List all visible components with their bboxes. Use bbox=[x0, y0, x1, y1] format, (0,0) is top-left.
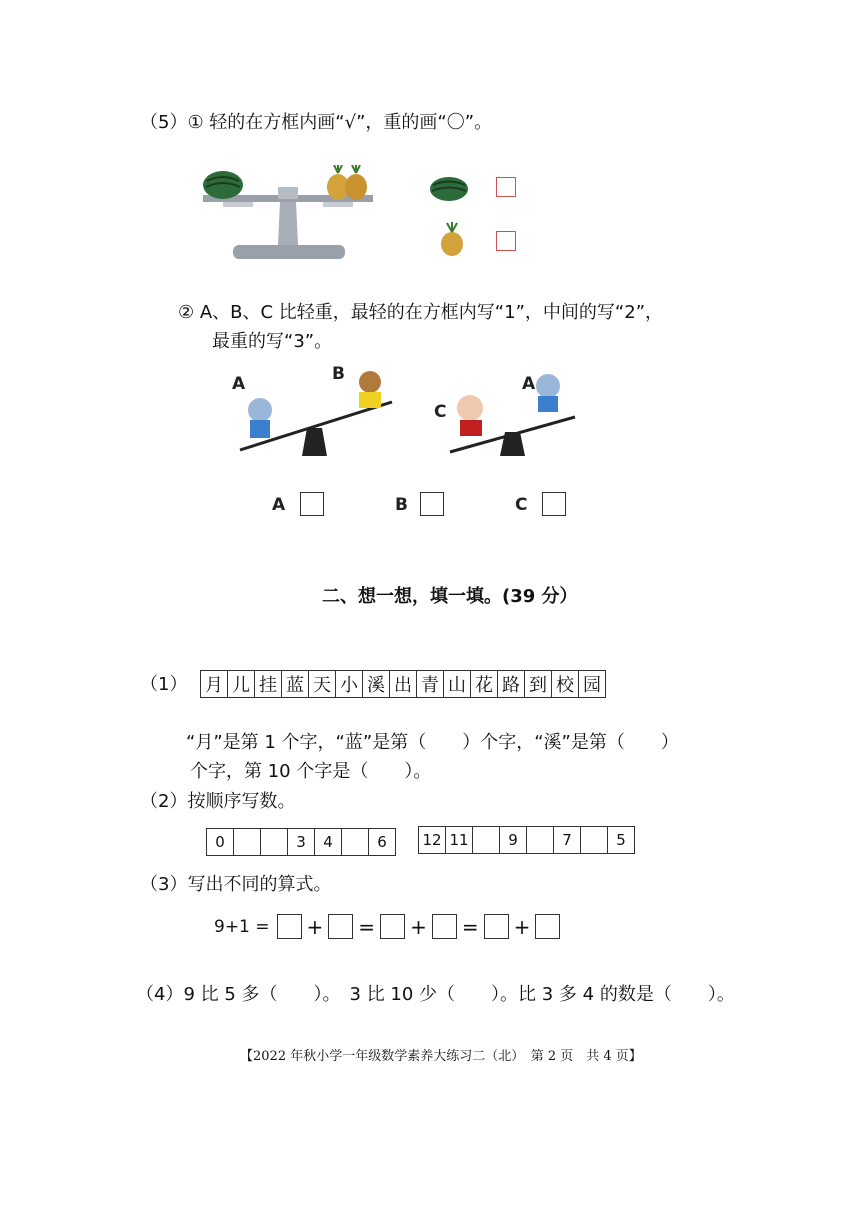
sequence-cell: 6 bbox=[377, 833, 387, 851]
q3-equation-row bbox=[214, 914, 563, 939]
sequence-cell: 11 bbox=[446, 827, 473, 853]
sequence-cell-blank[interactable] bbox=[261, 829, 288, 855]
q2-sequence-ascending bbox=[206, 828, 396, 856]
char-cell: 挂 bbox=[255, 671, 282, 697]
equation-box[interactable] bbox=[432, 914, 457, 939]
q4-question: （4）9 比 5 多（ ）。 3 比 10 少（ ）。比 3 多 4 的数是（ ）。 bbox=[136, 984, 735, 1005]
q5-part2-instruction-line1: ② A、B、C 比轻重，最轻的在方框内写“1”，中间的写“2”， bbox=[178, 302, 664, 323]
q1-label: （1） bbox=[140, 674, 188, 695]
pineapple-icon bbox=[438, 222, 466, 258]
plus-sign: + bbox=[410, 914, 427, 939]
seesaw1-right-label: B bbox=[332, 364, 345, 384]
sequence-cell-blank[interactable] bbox=[473, 827, 500, 853]
seesaw-illustration-1 bbox=[232, 362, 402, 467]
answer-box-watermelon[interactable] bbox=[496, 177, 516, 197]
seesaw1-left-label: A bbox=[232, 374, 246, 394]
sequence-cell: 7 bbox=[554, 827, 581, 853]
q3-label: （3）写出不同的算式。 bbox=[140, 874, 332, 895]
equation-start: 9+1 = bbox=[214, 916, 270, 937]
seesaw-illustration-2 bbox=[430, 362, 590, 467]
plus-sign: + bbox=[513, 914, 531, 939]
char-cell: 到 bbox=[525, 671, 552, 697]
answer-box-a[interactable] bbox=[300, 492, 324, 516]
sequence-cell: 4 bbox=[315, 829, 342, 855]
equals-sign: = bbox=[358, 914, 376, 939]
answer-label-b: B bbox=[395, 495, 408, 515]
char-cell: 儿 bbox=[228, 671, 255, 697]
seesaw2-left-label: C bbox=[434, 402, 447, 422]
answer-label-c: C bbox=[515, 495, 528, 515]
sequence-cell-blank[interactable] bbox=[581, 827, 608, 853]
char-cell: 小 bbox=[336, 671, 363, 697]
q2-label: （2）按顺序写数。 bbox=[140, 791, 296, 812]
sequence-cell: 9 bbox=[500, 827, 527, 853]
sequence-cell: 5 bbox=[616, 831, 626, 849]
q5-part1-instruction: （5）① 轻的在方框内画“√”，重的画“〇”。 bbox=[140, 112, 493, 133]
plus-sign: + bbox=[306, 914, 324, 939]
watermelon-icon bbox=[428, 175, 470, 203]
sequence-cell: 0 bbox=[207, 829, 234, 855]
sequence-cell: 3 bbox=[288, 829, 315, 855]
char-cell: 青 bbox=[417, 671, 444, 697]
char-cell: 天 bbox=[309, 671, 336, 697]
sequence-cell-blank[interactable] bbox=[527, 827, 554, 853]
sequence-cell: 12 bbox=[419, 827, 446, 853]
q1-character-strip bbox=[200, 670, 606, 698]
answer-label-a: A bbox=[272, 495, 286, 515]
char-cell: 山 bbox=[444, 671, 471, 697]
seesaw2-right-label: A bbox=[522, 374, 536, 394]
answer-box-b[interactable] bbox=[420, 492, 444, 516]
section2-title: 二、想一想，填一填。(39 分） bbox=[322, 586, 578, 607]
equation-box[interactable] bbox=[380, 914, 405, 939]
q1-question-line2: 个字，第 10 个字是（ ）。 bbox=[190, 761, 432, 782]
equals-sign: = bbox=[461, 914, 479, 939]
char-cell: 校 bbox=[552, 671, 579, 697]
equation-box[interactable] bbox=[277, 914, 302, 939]
q1-question-line1: “月”是第 1 个字，“蓝”是第（ ）个字，“溪”是第（ ） bbox=[186, 732, 679, 753]
equation-box[interactable] bbox=[484, 914, 509, 939]
answer-box-pineapple[interactable] bbox=[496, 231, 516, 251]
equation-box[interactable] bbox=[328, 914, 353, 939]
char-cell: 蓝 bbox=[282, 671, 309, 697]
page-footer: 【2022 年秋小学一年级数学素养大练习二（北） 第 2 页 共 4 页】 bbox=[240, 1049, 642, 1064]
char-cell: 园 bbox=[583, 675, 601, 696]
sequence-cell-blank[interactable] bbox=[234, 829, 261, 855]
q2-sequence-descending bbox=[418, 826, 635, 854]
char-cell: 溪 bbox=[363, 671, 390, 697]
char-cell: 月 bbox=[201, 671, 228, 697]
answer-box-c[interactable] bbox=[542, 492, 566, 516]
sequence-cell-blank[interactable] bbox=[342, 829, 369, 855]
char-cell: 花 bbox=[471, 671, 498, 697]
q5-part2-instruction-line2: 最重的写“3”。 bbox=[212, 331, 333, 352]
equation-box[interactable] bbox=[535, 914, 560, 939]
char-cell: 路 bbox=[498, 671, 525, 697]
balance-scale-illustration bbox=[198, 165, 378, 265]
char-cell: 出 bbox=[390, 671, 417, 697]
